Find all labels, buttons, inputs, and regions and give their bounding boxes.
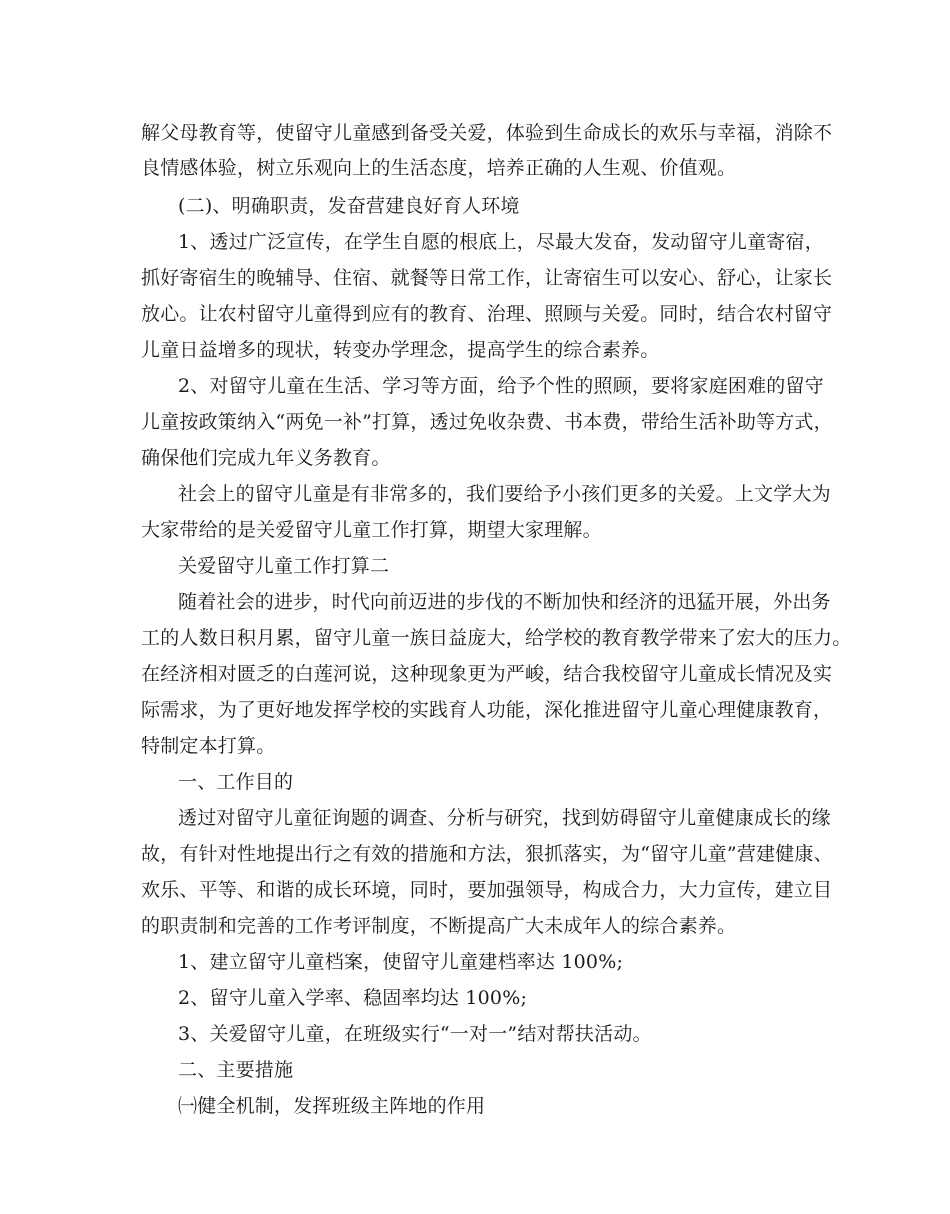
text-line: 随着社会的进步，时代向前迈进的步伐的不断加快和经济的迅猛开展，外出务 bbox=[178, 591, 831, 613]
section-heading: 一、工作目的 bbox=[178, 771, 294, 793]
text-line: 确保他们完成九年义务教育。 bbox=[141, 447, 391, 469]
text-line: 透过对留守儿童征询题的调查、分析与研究，找到妨碍留守儿童健康成长的缘 bbox=[178, 807, 831, 829]
text-line: 在经济相对匮乏的白莲河说，这种现象更为严峻，结合我校留守儿童成长情况及实 bbox=[141, 663, 833, 685]
text-line: 儿童按政策纳入“两免一补”打算，透过免收杂费、书本费，带给生活补助等方式， bbox=[141, 411, 833, 433]
text-line: 儿童日益增多的现状，转变办学理念，提高学生的综合素养。 bbox=[141, 339, 660, 361]
text-line: 欢乐、平等、和谐的成长环境，同时，要加强领导，构成合力，大力宣传，建立目 bbox=[141, 879, 833, 901]
text-line: 故，有针对性地提出行之有效的措施和方法，狠抓落实，为“留守儿童”营建健康、 bbox=[141, 843, 833, 865]
text-line: 大家带给的是关爱留守儿童工作打算，期望大家理解。 bbox=[141, 519, 602, 541]
text-line: 际需求，为了更好地发挥学校的实践育人功能，深化推进留守儿童心理健康教育， bbox=[141, 699, 833, 721]
list-item: 2、留守儿童入学率、稳固率均达 100%; bbox=[178, 987, 528, 1009]
text-line: 解父母教育等，使留守儿童感到备受关爱，体验到生命成长的欢乐与幸福，消除不 bbox=[141, 122, 833, 144]
list-item: 3、关爱留守儿童，在班级实行“一对一”结对帮扶活动。 bbox=[178, 1023, 652, 1045]
text-line: 的职责制和完善的工作考评制度，不断提高广大未成年人的综合素养。 bbox=[141, 915, 737, 937]
text-line: 特制定本打算。 bbox=[141, 735, 276, 757]
list-item: 1、建立留守儿童档案，使留守儿童建档率达 100%; bbox=[178, 951, 624, 973]
text-line: 良情感体验，树立乐观向上的生活态度，培养正确的人生观、价值观。 bbox=[141, 157, 737, 179]
section-heading: 关爱留守儿童工作打算二 bbox=[178, 555, 390, 577]
text-line: 工的人数日积月累，留守儿童一族日益庞大，给学校的教育教学带来了宏大的压力。 bbox=[141, 627, 852, 649]
text-line: 放心。让农村留守儿童得到应有的教育、治理、照顾与关爱。同时，结合农村留守 bbox=[141, 303, 833, 325]
text-line: 抓好寄宿生的晚辅导、住宿、就餐等日常工作，让寄宿生可以安心、舒心，让家长 bbox=[141, 267, 833, 289]
text-line: 2、对留守儿童在生活、学习等方面，给予个性的照顾，要将家庭困难的留守 bbox=[178, 375, 824, 397]
text-line: 1、透过广泛宣传，在学生自愿的根底上，尽最大发奋，发动留守儿童寄宿， bbox=[178, 231, 824, 253]
text-line: 社会上的留守儿童是有非常多的，我们要给予小孩们更多的关爱。上文学大为 bbox=[178, 483, 831, 505]
section-heading: ㈠健全机制，发挥班级主阵地的作用 bbox=[178, 1095, 486, 1117]
section-heading: 二、主要措施 bbox=[178, 1059, 294, 1081]
section-heading: (二)、明确职责，发奋营建良好育人环境 bbox=[178, 195, 520, 217]
